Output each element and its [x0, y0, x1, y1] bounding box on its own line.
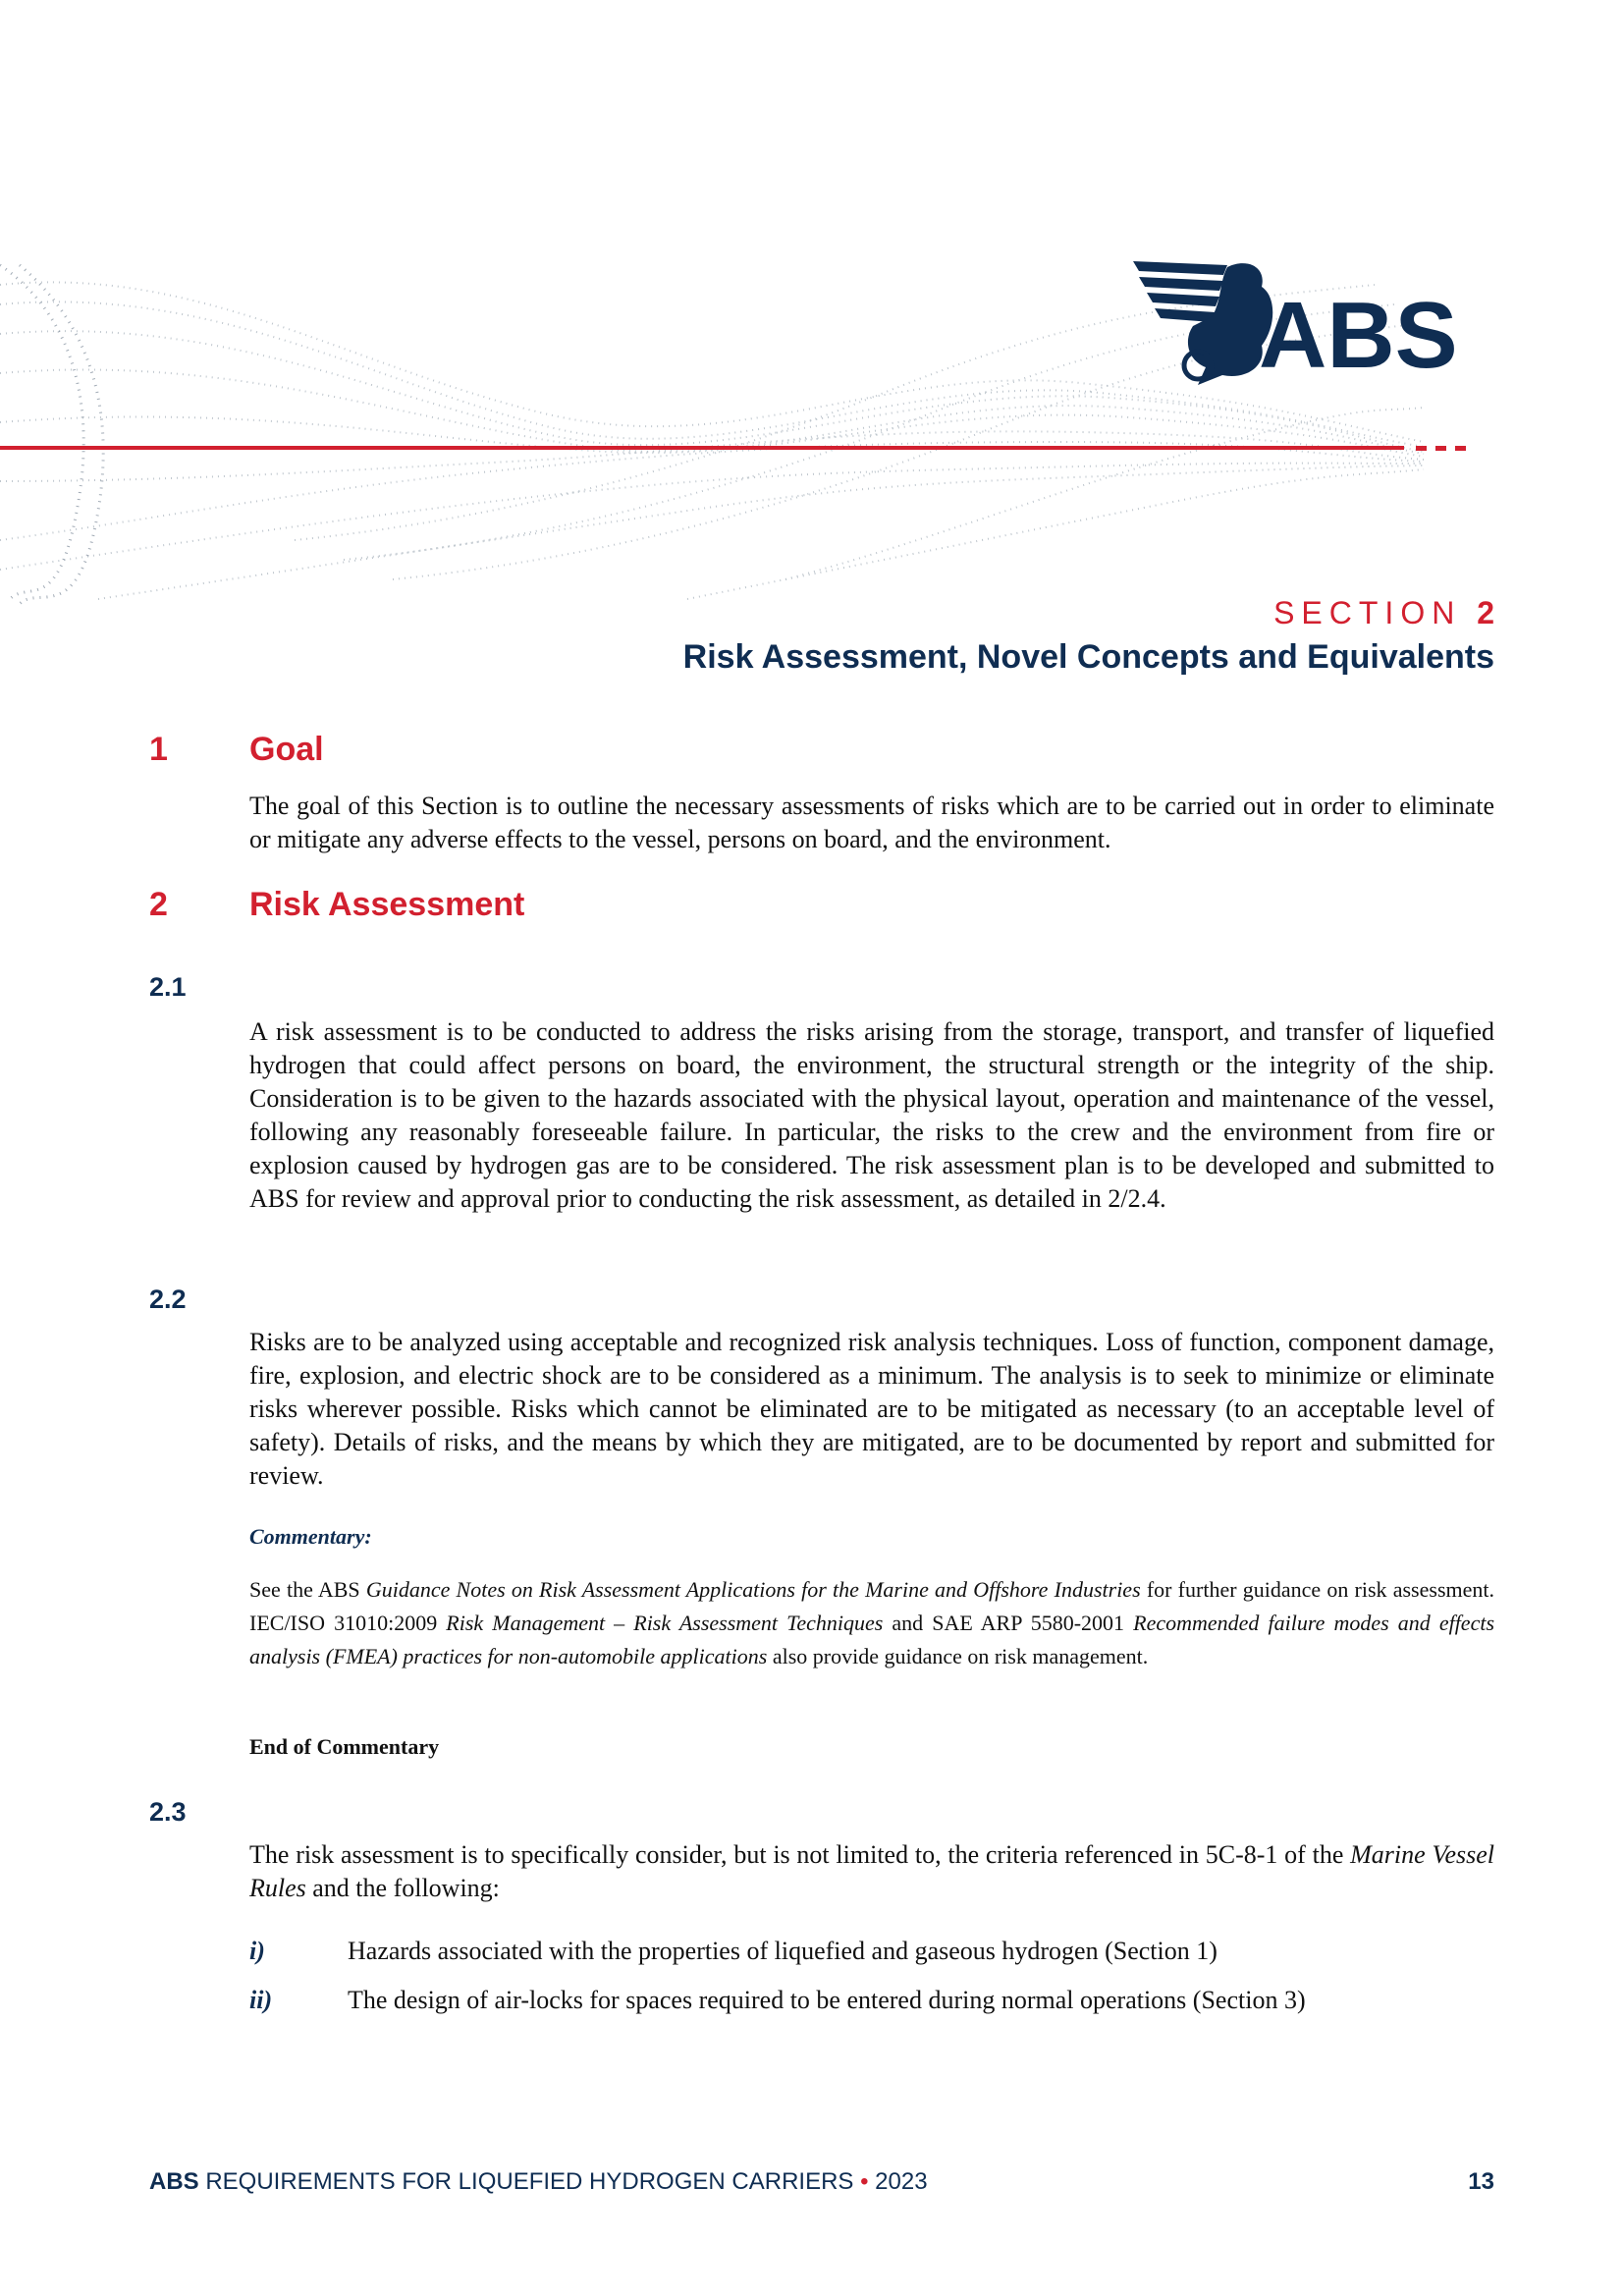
header-red-rule	[0, 446, 1404, 450]
subsection-number-2-3: 2.3	[149, 1797, 187, 1827]
heading-number-1: 1	[149, 731, 168, 768]
logo-text: ABS	[1259, 283, 1458, 388]
list-marker-ii: ii)	[249, 1986, 273, 2014]
page-number: 13	[1468, 2168, 1494, 2195]
section-title: Risk Assessment, Novel Concepts and Equivalents	[682, 638, 1494, 676]
list-marker-i: i)	[249, 1937, 265, 1965]
commentary-text: See the ABS Guidance Notes on Risk Assessment Applications for the Marine and Offshore Industries for further guidance on risk assessment. IEC/ISO 31010:2009 Risk Management – Risk Assessment Techniques and SAE ARP 5580-2001 Recommended failure modes and effects analysis (FMEA) practices for non-automobile applications also provide guidance on risk management.	[249, 1577, 1495, 1668]
header-red-dash	[1455, 446, 1466, 451]
eagle-icon	[1133, 261, 1272, 385]
page-footer: ABS REQUIREMENTS FOR LIQUEFIED HYDROGEN CARRIERS • 2023	[149, 2168, 928, 2195]
subsection-number-2-1: 2.1	[149, 972, 187, 1002]
section-label: SECTION 2	[1273, 595, 1494, 630]
paragraph-2-3: The risk assessment is to specifically consider, but is not limited to, the criteria referenced in 5C-8-1 of the Marine Vessel Rules and the following:	[249, 1840, 1494, 1902]
subsection-number-2-2: 2.2	[149, 1285, 187, 1314]
list-item-ii: The design of air-locks for spaces required to be entered during normal operations (Section 3)	[348, 1986, 1306, 2014]
header-red-dash	[1435, 446, 1446, 451]
goal-paragraph: The goal of this Section is to outline the necessary assessments of risks which are to be carried out in order to eliminate or mitigate any adverse effects to the vessel, persons on board, and the environment.	[249, 792, 1494, 853]
commentary-heading: Commentary:	[249, 1524, 372, 1549]
paragraph-2-2: Risks are to be analyzed using acceptable and recognized risk analysis techniques. Loss of function, component damage, fire, explosion, and electric shock are to be considered as a minimum. The analysis is to seek to minimize or eliminate risks wherever possible. Risks which cannot be eliminated are to be mitigated as necessary (to an acceptable level of safety). Details of risks, and the means by which they are mitigated, are to be documented by report and submitted for review.	[249, 1328, 1494, 1490]
header-red-dash	[1416, 446, 1427, 451]
list-item-i: Hazards associated with the properties of liquefied and gaseous hydrogen (Section 1)	[348, 1937, 1217, 1965]
section-number: 2	[1477, 595, 1494, 630]
paragraph-2-1: A risk assessment is to be conducted to address the risks arising from the storage, transport, and transfer of liquefied hydrogen that could affect persons on board, the environment, the structural strength or the integrity of the ship. Consideration is to be given to the hazards associated with the physical layout, operation and maintenance of the vessel, following any reasonably foreseeable failure. In particular, the risks to the crew and the environment from fire or explosion caused by hydrogen gas are to be considered. The risk assessment plan is to be developed and submitted to ABS for review and approval prior to conducting the risk assessment, as detailed in 2/2.4.	[249, 1017, 1494, 1213]
commentary-end: End of Commentary	[249, 1734, 440, 1759]
abs-logo	[1129, 257, 1483, 395]
heading-risk-assessment: Risk Assessment	[249, 886, 525, 923]
heading-goal: Goal	[249, 731, 324, 768]
heading-number-2: 2	[149, 886, 168, 923]
